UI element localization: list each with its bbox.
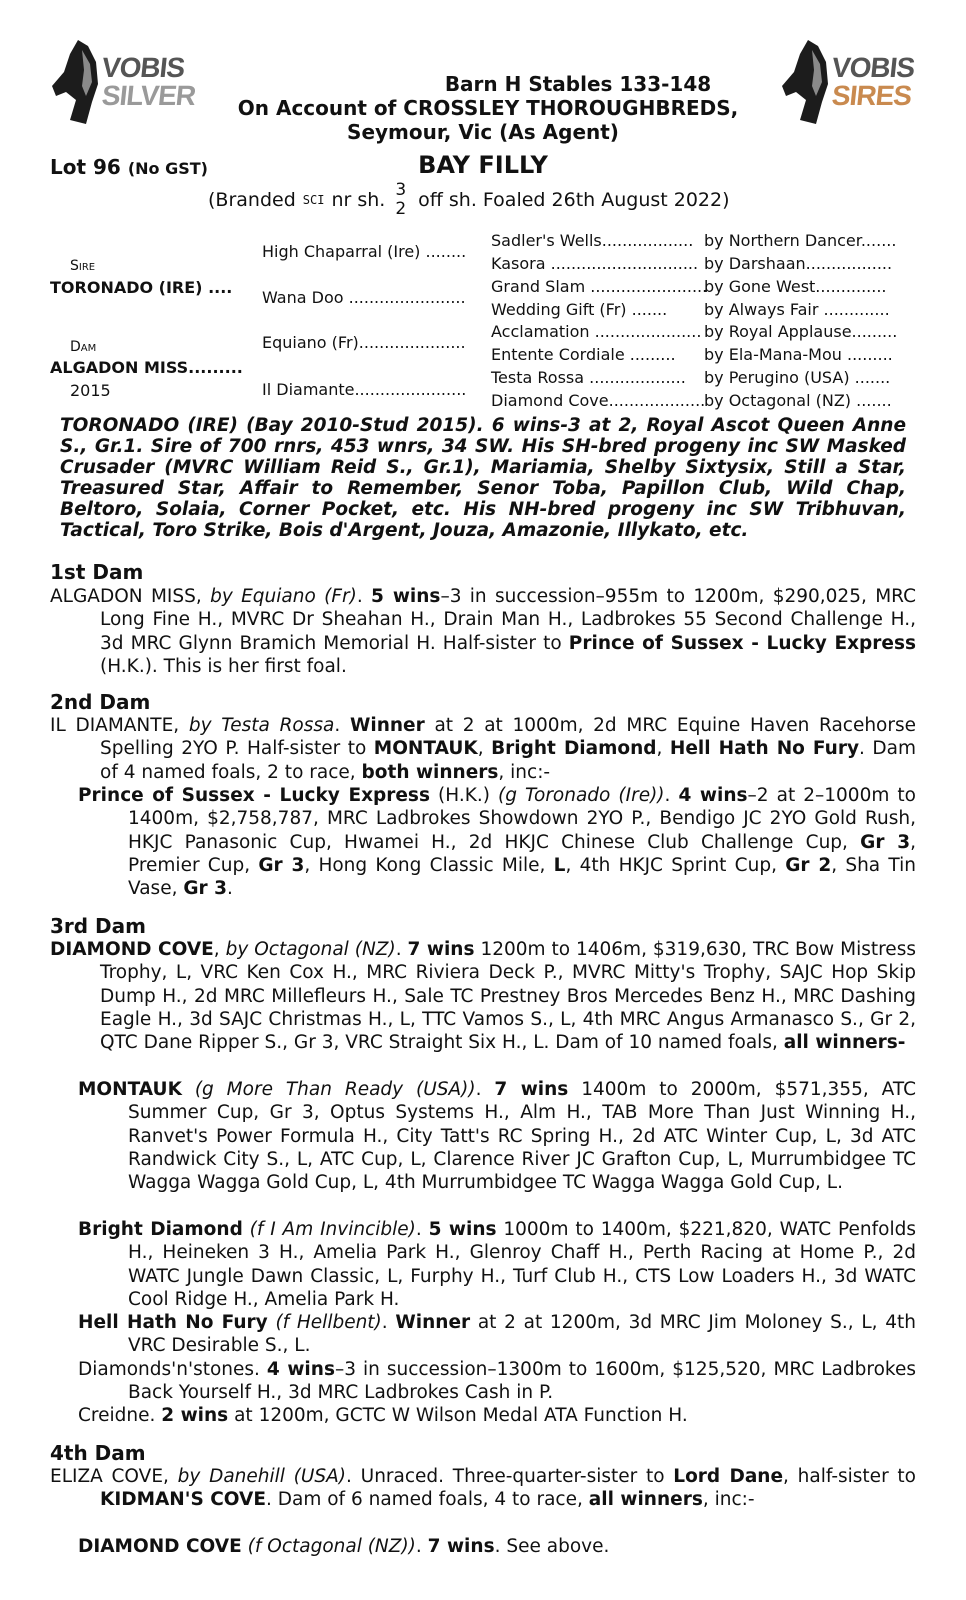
fourth-dam-text xyxy=(50,1465,916,1512)
brand-num-bottom: 2 xyxy=(395,199,407,219)
second-dam-foal: Prince of Sussex - Lucky Express (H.K.) (g Toronado (Ire)). 4 wins–2 at 2–1000m to 1400m, $2,758,787, MRC Ladbrokes Showdown 2YO P., Bendigo JC 2YO Gold Rush, HKJC Panasonic Cup, Hwamei H., 2d HKJC Chinese Club Challenge Cup, Gr 3, Premier Cup, Gr 3, Hong Kong Classic Mile, L, 4th HKJC Sprint Cup, Gr 2, Sha Tin Vase, Gr 3. xyxy=(78,785,916,900)
dam-name: ELIZA COVE, xyxy=(50,1466,169,1487)
gen3-4: Acclamation ..................... xyxy=(491,322,702,341)
race-name: , 4th HKJC Sprint Cup, xyxy=(565,854,777,876)
group-rating: Gr 3 xyxy=(183,878,227,900)
gen3-7: Diamond Cove................... xyxy=(491,391,706,410)
sibling-name: Bright Diamond xyxy=(491,738,657,760)
brand-pre: (Branded xyxy=(208,189,296,211)
logo-text-vobis: VOBIS xyxy=(830,52,916,83)
grandam-sire-side: Wana Doo ....................... xyxy=(262,288,466,307)
foal-record: . See above. xyxy=(494,1536,610,1557)
gen3-5: Entente Cordiale ......... xyxy=(491,345,676,364)
dam-sire: by Danehill (USA) xyxy=(177,1466,347,1487)
foal-sire: (f Hellbent) xyxy=(275,1312,382,1333)
produce-tail: , inc:- xyxy=(498,761,551,783)
sibling-name: Lord Dane xyxy=(673,1466,784,1487)
punctuation: . xyxy=(226,878,233,900)
vendor-header xyxy=(0,72,966,144)
third-dam-foal-4 xyxy=(78,1358,916,1405)
race-name: , Hong Kong Classic Mile, xyxy=(304,854,546,876)
group-rating: Gr 2 xyxy=(785,854,832,876)
race-record-tail: (H.K.). This is her first foal. xyxy=(100,655,347,677)
second-dam-text: IL DIAMANTE, by Testa Rossa. Winner at 2 at 1000m, 2d MRC Equine Haven Racehorse Spelling 2YO P. Half-sister to MONTAUK, Bright Diamond, Hell Hath No Fury. Dam of 4 named foals, 2 to race, both winners, inc:- xyxy=(50,715,917,783)
brand-num-top: 3 xyxy=(395,180,407,200)
dam-name: ALGADON MISS......... xyxy=(50,358,243,377)
group-rating: Gr 3 xyxy=(258,854,305,876)
listed-rating: L xyxy=(553,854,566,876)
foal-name: Bright Diamond xyxy=(78,1219,243,1240)
foal-name: Hell Hath No Fury xyxy=(78,1312,268,1333)
dam-label: Dam xyxy=(70,339,97,355)
third-dam-foal-3: Hell Hath No Fury (f Hellbent). Winner at 2 at 1200m, 3d MRC Jim Moloney S., L, 4th VRC Desirable S., L. xyxy=(78,1312,916,1357)
foal-name: Creidne. xyxy=(78,1405,156,1426)
foal-record: at 2 at 1200m, 3d MRC Jim Moloney S., L, 4th VRC Desirable S., L. xyxy=(128,1312,916,1357)
foal-name: DIAMOND COVE xyxy=(78,1536,242,1557)
foal-record: 1000m to 1400m, $221,820, WATC Penfolds H., Heineken 3 H., Amelia Park H., Glenroy Chaff H., Perth Racing at Home P., 2d WATC Jungle Dawn Classic, L, Furphy H., Turf Club H., CTS Low Loaders H., 3d WATC Cool Ridge H., Amelia Park H. xyxy=(128,1219,917,1310)
dam-sire: by Octagonal (NZ) xyxy=(225,939,396,960)
wins: 7 wins xyxy=(407,939,475,960)
gen3-3: Wedding Gift (Fr) ....... xyxy=(491,300,668,319)
gen3-sire-7: by Octagonal (NZ) ....... xyxy=(704,391,892,410)
second-dam: Il Diamante...................... xyxy=(262,380,467,399)
gen3-sire-4: by Royal Applause......... xyxy=(704,322,898,341)
brand-numbers xyxy=(395,181,406,219)
foal-sire: (g More Than Ready (USA)) xyxy=(194,1079,476,1100)
sibling-name: Hell Hath No Fury xyxy=(669,738,860,760)
group-rating: Gr 3 xyxy=(860,831,911,853)
logo-text-vobis: VOBIS xyxy=(100,52,186,83)
logo-text-silver: SILVER xyxy=(100,80,197,111)
sibling-name: Prince of Sussex - Lucky Express xyxy=(568,632,916,654)
race-record: at 2 at 1000m, 2d MRC Equine Haven Racehorse Spelling 2YO P. Half-sister to xyxy=(100,715,917,760)
first-dam-heading: 1st Dam xyxy=(50,560,144,584)
dam-year: 2015 xyxy=(70,381,111,400)
foal-wins: 2 wins xyxy=(161,1405,229,1426)
brand-post: off sh. Foaled 26th August 2022) xyxy=(418,189,730,211)
foal-wins: 5 wins xyxy=(428,1219,497,1240)
fourth-dam-foal: DIAMOND COVE (f Octagonal (NZ)). 7 wins. See above. xyxy=(78,1536,610,1557)
dam-sire: by Equiano (Fr) xyxy=(210,586,357,607)
produce-note: . Dam of 4 named foals, 2 to race, xyxy=(100,738,916,783)
gst-note: (No GST) xyxy=(127,159,208,178)
gen3-sire-2: by Gone West.............. xyxy=(704,277,887,296)
third-dam-foal-1: MONTAUK (g More Than Ready (USA)). 7 wins 1400m to 2000m, $571,355, ATC Summer Cup, Gr 3, Optus Systems H., Alm H., TAB More Than Just Winning H., Ranvet's Power Formula H., City Tatt's RC Spring H., 2d ATC Winter Cup, L, 3d ATC Randwick City S., L, ATC Cup, L, Clarence River JC Grafton Cup, L, Murrumbidgee TC Wagga Wagga Gold Cup, L, 4th Murrumbidgee TC Wagga Wagga Gold Cup, L. xyxy=(78,1079,916,1194)
race-record: 1200m to 1406m, $319,630, TRC Bow Mistress Trophy, L, VRC Ken Cox H., MRC Riviera Deck P., MVRC Mitty's Trophy, SAJC Hop Skip Dump H., 2d MRC Millefleurs H., Sale TC Prestney Bros Mercedes Benz H., MRC Dashing Eagle H., 3d SAJC Christmas H., L, TTC Vamos S., L, 4th MRC Angus Armanasco S., Gr 2, QTC Dane Ripper S., Gr 3, VRC Straight Six H., L. Dam of 10 named foals, xyxy=(100,939,916,1054)
second-dam-heading: 2nd Dam xyxy=(50,690,151,714)
dam-name: IL DIAMANTE, xyxy=(50,715,180,736)
wins: Winner xyxy=(349,715,425,736)
winners-note: all winners xyxy=(588,1489,703,1511)
grandsire: High Chaparral (Ire) ........ xyxy=(262,242,467,261)
third-dam-heading: 3rd Dam xyxy=(50,914,146,938)
brand-mid: nr sh. xyxy=(331,189,386,211)
sire-label: Sire xyxy=(70,258,96,274)
fourth-dam-heading: 4th Dam xyxy=(50,1441,146,1465)
foal-name: Prince of Sussex - Lucky Express xyxy=(78,785,430,806)
first-dam-text: ALGADON MISS, by Equiano (Fr). 5 wins–3 in succession–955m to 1200m, $290,025, MRC Long Fine H., MVRC Dr Sheahan H., Drain Man H., Ladbrokes 55 Second Challenge H., 3d MRC Glynn Bramich Memorial H. Half-sister to Prince of Sussex - Lucky Express (H.K.). This is her first foal. xyxy=(50,586,917,677)
foal-wins: 7 wins xyxy=(427,1536,495,1557)
wins: 5 wins xyxy=(371,586,441,607)
foal-name: MONTAUK xyxy=(78,1079,182,1100)
foal-wins: Winner xyxy=(395,1312,471,1333)
gen3-1: Kasora ............................. xyxy=(491,254,699,273)
barn-line: Barn H Stables 133-148 xyxy=(444,72,712,96)
sire-summary: TORONADO (IRE) (Bay 2010-Stud 2015). 6 wins-3 at 2, Royal Ascot Queen Anne S., Gr.1. Sire of 700 rnrs, 453 wnrs, 34 SW. His SH-bred progeny inc SW Masked Crusader (MVRC William Reid S., Gr.1), Mariamia, Shelby Sixtysix, Still a Star, Treasured Star, Affair to Remember, Senor Toba, Papillon Club, Wild Chap, Beltoro, Solaia, Corner Pocket, etc. His NH-bred progeny inc SW Tribhuvan, Tactical, Toro Strike, Bois d'Argent, Jouza, Amazonie, Illykato, etc. xyxy=(60,415,906,541)
foal-record: –3 in succession–1300m to 1600m, $125,520, MRC Ladbrokes Back Yourself H., 3d MRC Ladbrokes Cash in P. xyxy=(128,1359,916,1404)
race-record: , half-sister to xyxy=(783,1466,916,1487)
foal-country: (H.K.) xyxy=(438,785,490,806)
sibling-name: MONTAUK xyxy=(373,738,478,760)
foal-wins: 7 wins xyxy=(494,1079,569,1100)
damsire: Equiano (Fr)..................... xyxy=(262,333,466,352)
race-record: . Unraced. Three-quarter-sister to xyxy=(346,1466,665,1487)
race-name: , Premier Cup, xyxy=(128,831,916,876)
foal-sire: (f Octagonal (NZ)) xyxy=(247,1536,416,1557)
gen3-sire-0: by Northern Dancer....... xyxy=(704,231,897,250)
foal-name: Diamonds'n'stones. xyxy=(78,1359,260,1380)
foal-record: at 1200m, GCTC W Wilson Medal ATA Function H. xyxy=(234,1405,688,1426)
winners-note: both winners xyxy=(361,761,499,783)
sibling-name: KIDMAN'S COVE xyxy=(100,1489,266,1511)
produce-tail: , inc:- xyxy=(702,1489,755,1511)
third-dam-foal-5 xyxy=(78,1404,916,1427)
gen3-sire-5: by Ela-Mana-Mou ......... xyxy=(704,345,893,364)
foal-record: 1400m to 2000m, $571,355, ATC Summer Cup, Gr 3, Optus Systems H., Alm H., TAB More Than Just Winning H., Ranvet's Power Formula H., City Tatt's RC Spring H., 2d ATC Winter Cup, L, 3d ATC Randwick City S., L, ATC Cup, L, Clarence River JC Grafton Cup, L, Murrumbidgee TC Wagga Wagga Gold Cup, L, 4th Murrumbidgee TC Wagga Wagga Gold Cup, L. xyxy=(128,1079,916,1194)
sire-name: TORONADO (IRE) .... xyxy=(50,278,233,297)
horse-title: BAY FILLY xyxy=(418,151,548,179)
dam-name: ALGADON MISS, xyxy=(50,586,202,607)
third-dam-foal-2: Bright Diamond (f I Am Invincible). 5 wins 1000m to 1400m, $221,820, WATC Penfolds H., Heineken 3 H., Amelia Park H., Glenroy Chaff H., Perth Racing at Home P., 2d WATC Jungle Dawn Classic, L, Furphy H., Turf Club H., CTS Low Loaders H., 3d WATC Cool Ridge H., Amelia Park H. xyxy=(78,1219,917,1310)
winners-note: all winners- xyxy=(783,1032,906,1054)
logo-text-sires: SIRES xyxy=(830,80,913,111)
gen3-2: Grand Slam ....................... xyxy=(491,277,708,296)
foal-sire: (g Toronado (Ire)) xyxy=(497,785,665,806)
race-record: –3 in succession–955m to 1200m, $290,025, MRC Long Fine H., MVRC Dr Sheahan H., Drain Man H., Ladbrokes 55 Second Challenge H., 3d MRC Glynn Bramich Memorial H. Half-sister to xyxy=(100,586,917,654)
gen3-sire-1: by Darshaan................. xyxy=(704,254,893,273)
gen3-6: Testa Rossa ................... xyxy=(491,368,686,387)
account-line: On Account of CROSSLEY THOROUGHBREDS, xyxy=(237,96,739,120)
dam-sire: by Testa Rossa xyxy=(188,715,335,736)
race-name: , Sha Tin Vase, xyxy=(128,854,916,900)
dam-name: DIAMOND COVE xyxy=(50,939,214,960)
gen3-sire-6: by Perugino (USA) ....... xyxy=(704,368,891,387)
gen3-0: Sadler's Wells.................. xyxy=(491,231,694,250)
brand-mark: SCI xyxy=(302,193,325,207)
third-dam-text: DIAMOND COVE, by Octagonal (NZ). 7 wins 1200m to 1406m, $319,630, TRC Bow Mistress Trophy, L, VRC Ken Cox H., MRC Riviera Deck P., MVRC Mitty's Trophy, SAJC Hop Skip Dump H., 2d MRC Millefleurs H., Sale TC Prestney Bros Mercedes Benz H., MRC Dashing Eagle H., 3d SAJC Christmas H., L, TTC Vamos S., L, 4th MRC Angus Armanasco S., Gr 2, QTC Dane Ripper S., Gr 3, VRC Straight Six H., L. Dam of 10 named foals, all winners- xyxy=(50,939,916,1054)
gen3-sire-3: by Always Fair ............. xyxy=(704,300,890,319)
foal-record: –2 at 2–1000m to 1400m, $2,758,787, MRC Ladbrokes Showdown 2YO P., Bendigo JC 2YO Gold Rush, HKJC Panasonic Cup, Hwamei H., 2d HKJC Chinese Club Challenge Cup, xyxy=(128,785,916,853)
location-line: Seymour, Vic (As Agent) xyxy=(347,120,619,144)
produce-note: . Dam of 6 named foals, 4 to race, xyxy=(265,1489,583,1511)
foal-sire: (f I Am Invincible) xyxy=(249,1219,416,1240)
foal-wins: 4 wins xyxy=(678,785,748,806)
brand-line xyxy=(208,181,730,219)
foal-wins: 4 wins xyxy=(266,1359,335,1380)
lot-label: Lot 96 xyxy=(50,155,121,179)
